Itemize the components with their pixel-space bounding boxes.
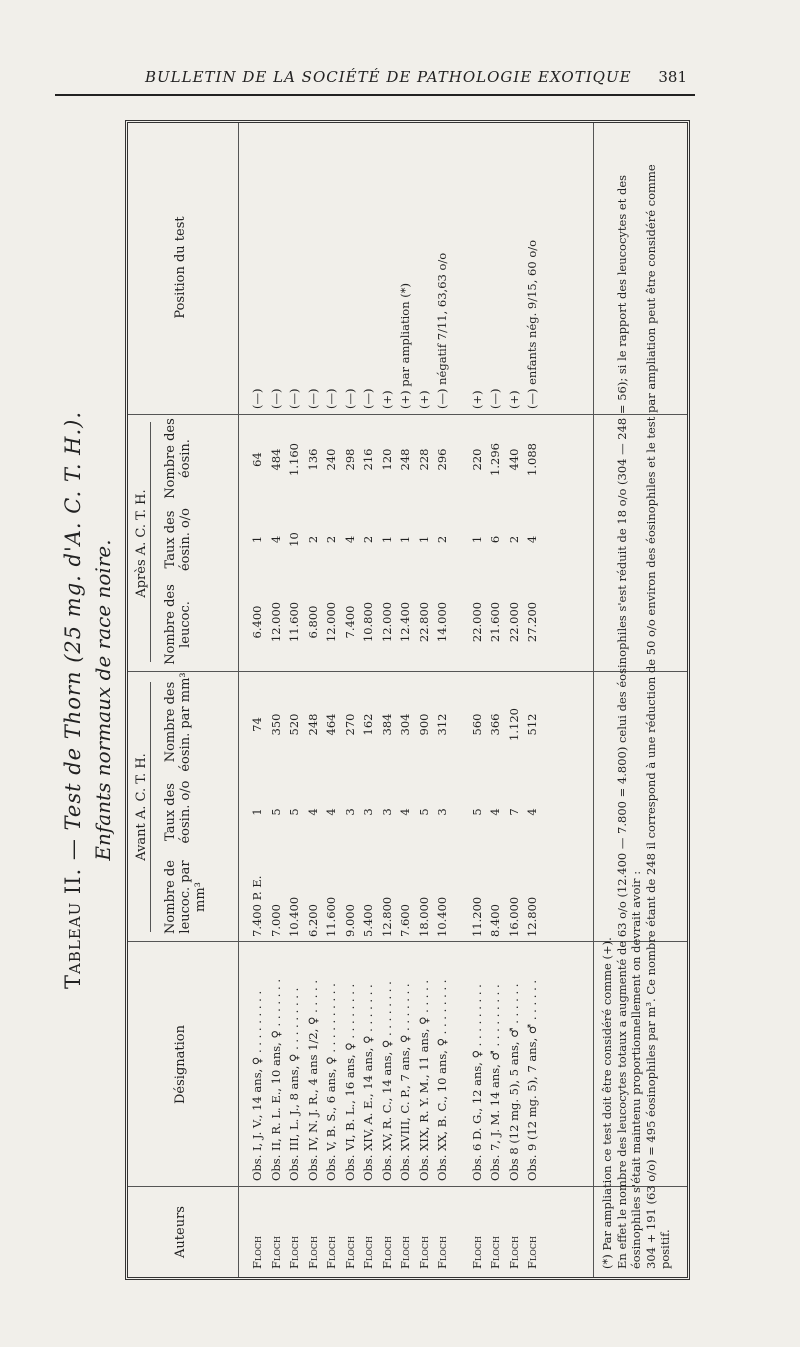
cell-leuc-av: 10.400 [435, 896, 449, 937]
cell-leuc-av: 8.400 [488, 904, 502, 937]
cell-taux-av: 1 [250, 808, 264, 816]
cell-designation: Obs. III, L. J., 8 ans, ♀ . . . . . . . . . [287, 987, 301, 1181]
cell-eos-ap: 1.088 [525, 443, 539, 476]
cell-eos-av: 512 [525, 713, 539, 736]
running-title: BULLETIN DE LA SOCIÉTÉ DE PATHOLOGIE EXOTIQUE [145, 68, 632, 86]
cell-leuc-ap: 22.000 [469, 601, 484, 643]
cell-taux-av: 5 [416, 808, 431, 816]
cell-taux-ap: 1 [379, 535, 394, 544]
cell-designation: Obs. II, R. L. E., 10 ans, ♀ . . . . . . . [268, 978, 283, 1181]
cell-leuc-av: 11.600 [324, 896, 338, 937]
cell-eos-ap: 484 [268, 448, 283, 471]
cell-taux-ap: 1 [469, 535, 484, 544]
cell-leuc-ap: 10.800 [361, 601, 375, 643]
cell-leuc-av: 7.600 [398, 904, 412, 937]
brace-apres [150, 422, 151, 662]
cell-designation: Obs. XIV, A. E., 14 ans, ♀ . . . . . . . [361, 984, 375, 1181]
cell-auteur: Floch [305, 1236, 320, 1269]
table-title: Tableau II. — Test de Thorn (25 mg. d'A. C. T. H.). [61, 410, 85, 990]
cell-position: (+) par ampliation (*) [398, 283, 412, 409]
cell-eos-av: 1.120 [506, 708, 521, 741]
brace-avant [150, 682, 151, 932]
cell-taux-av: 3 [361, 808, 375, 816]
cell-leuc-ap: 12.000 [379, 601, 394, 643]
cell-leuc-av: 7.400 P. E. [250, 875, 264, 937]
cell-taux-av: 5 [469, 808, 484, 816]
cell-eos-av: 248 [305, 713, 320, 736]
cell-taux-av: 4 [525, 808, 539, 816]
cell-taux-av: 4 [398, 808, 412, 816]
cell-eos-av: 366 [488, 713, 502, 736]
cell-taux-av: 5 [287, 808, 301, 816]
cell-taux-ap: 2 [324, 535, 338, 544]
cell-designation: Obs. I, J. V., 14 ans, ♀ . . . . . . . . . [250, 990, 264, 1181]
cell-designation: Obs. XV, R. C., 14 ans, ♀ . . . . . . . . [379, 981, 394, 1181]
cell-leuc-av: 5.400 [361, 904, 375, 937]
header-taux-apres: Taux des éosin. o/o [163, 507, 193, 572]
cell-taux-ap: 2 [361, 535, 375, 544]
cell-eos-ap: 1.160 [287, 443, 301, 476]
cell-eos-av: 162 [361, 713, 375, 736]
header-avant: Avant A. C. T. H. [134, 753, 149, 861]
cell-leuc-av: 9.000 [342, 904, 357, 937]
cell-taux-av: 3 [435, 808, 449, 816]
cell-eos-av: 312 [435, 713, 449, 736]
cell-position: (+) [416, 390, 431, 409]
cell-eos-ap: 240 [324, 448, 338, 471]
page-number: 381 [658, 68, 687, 86]
cell-eos-ap: 216 [361, 448, 375, 471]
cell-taux-ap: 4 [268, 535, 283, 544]
cell-taux-av: 4 [324, 808, 338, 816]
cell-leuc-av: 12.800 [379, 896, 394, 937]
cell-taux-ap: 2 [506, 535, 521, 544]
cell-taux-av: 3 [342, 808, 357, 816]
cell-taux-ap: 4 [525, 535, 539, 544]
cell-position: (—) [342, 388, 357, 409]
cell-auteur: Floch [324, 1236, 338, 1269]
cell-taux-av: 3 [379, 808, 394, 816]
cell-taux-ap: 10 [287, 532, 301, 547]
footnote-3: 304 + 191 (63 o/o) = 495 éosinophiles par m³. Ce nombre étant de 248 il correspond à une réduction de 50 o/o environ des éosinophiles et le test par ampliation peut être considéré comme positif. [644, 164, 672, 1269]
cell-auteur: Floch [525, 1236, 539, 1269]
cell-eos-av: 384 [379, 713, 394, 736]
cell-leuc-ap: 6.400 [250, 605, 264, 639]
header-taux-avant: Taux des éosin. o/o [163, 780, 193, 844]
cell-position: (—) [287, 388, 301, 409]
cell-taux-ap: 1 [416, 535, 431, 544]
cell-auteur: Floch [416, 1236, 431, 1269]
cell-position: (—) [324, 388, 338, 409]
cell-eos-av: 464 [324, 713, 338, 736]
cell-eos-av: 560 [469, 713, 484, 736]
header-rule [55, 94, 695, 96]
cell-leuc-ap: 7.400 [342, 605, 357, 639]
cell-eos-ap: 248 [398, 448, 412, 471]
cell-auteur: Floch [268, 1236, 283, 1269]
header-position: Position du test [173, 216, 188, 319]
cell-leuc-av: 10.400 [287, 896, 301, 937]
cell-position: (—) [250, 388, 264, 409]
cell-position: (+) [379, 390, 394, 409]
footnote-rule [593, 123, 594, 1277]
cell-designation: Obs. V, B. S., 6 ans, ♀ . . . . . . . . . . [324, 983, 338, 1181]
cell-eos-ap: 228 [416, 448, 431, 471]
footnote-2: En effet le nombre des leucocytes totaux a augmenté de 63 o/o (12.400 — 7.800 = 4.800) celui des éosinophiles s'est réduit de 18 o/o (304 — 248 = 56); si le rapport des leucocytes et des éosinophiles s'était maintenu proportionnellement on devrait avoir : [615, 174, 643, 1269]
cell-taux-ap: 4 [342, 535, 357, 544]
cell-eos-ap: 64 [250, 452, 264, 467]
header-auteurs: Auteurs [173, 1206, 188, 1258]
cell-position: (—) [361, 388, 375, 409]
cell-auteur: Floch [361, 1236, 375, 1269]
cell-leuc-av: 12.800 [525, 896, 539, 937]
cell-designation: Obs. 9 (12 mg. 5), 7 ans, ♂ . . . . . . [525, 979, 539, 1181]
header-eos-avant: Nombre des éosin. par mm³ [163, 672, 193, 772]
cell-leuc-ap: 11.600 [287, 601, 301, 643]
cell-leuc-ap: 12.400 [398, 601, 412, 643]
cell-auteur: Floch [287, 1236, 301, 1269]
cell-leuc-av: 16.000 [506, 896, 521, 937]
cell-taux-av: 4 [488, 808, 502, 816]
cell-position: (+) [469, 390, 484, 409]
table-subtitle: Enfants normaux de race noire. [91, 539, 115, 861]
cell-auteur: Floch [250, 1236, 264, 1269]
data-table [125, 120, 690, 1280]
cell-taux-ap: 1 [398, 535, 412, 544]
rotated-table-block [55, 110, 695, 1290]
cell-eos-av: 520 [287, 713, 301, 736]
cell-position: (—) [305, 388, 320, 409]
cell-leuc-av: 6.200 [305, 904, 320, 937]
header-leucoc-apres: Nombre des leucoc. [163, 584, 193, 665]
cell-designation: Obs. XX, B. C., 10 ans, ♀ . . . . . . . . [435, 979, 449, 1181]
cell-eos-ap: 1.296 [488, 443, 502, 476]
cell-taux-av: 5 [268, 808, 283, 816]
cell-eos-ap: 296 [435, 448, 449, 471]
header-eos-apres: Nombre des éosin. [163, 418, 193, 499]
cell-leuc-av: 11.200 [469, 896, 484, 937]
page-header [55, 60, 695, 100]
cell-eos-ap: 440 [506, 448, 521, 471]
cell-designation: Obs. XVIII, C. P., 7 ans, ♀ . . . . . . . [398, 983, 412, 1181]
cell-leuc-av: 7.000 [268, 904, 283, 937]
table-title-text: Test de Thorn (25 mg. d'A. C. T. H.). [61, 410, 85, 831]
cell-auteur: Floch [379, 1236, 394, 1269]
footnote-1: (*) Par ampliation ce test doit être considéré comme (+). [600, 937, 614, 1269]
cell-eos-av: 74 [250, 717, 264, 732]
cell-eos-av: 270 [342, 713, 357, 736]
cell-eos-av: 350 [268, 713, 283, 736]
header-apres: Après A. C. T. H. [134, 489, 149, 598]
cell-leuc-ap: 12.000 [324, 601, 338, 643]
cell-auteur: Floch [469, 1236, 484, 1269]
cell-designation: Obs. IV, N. J. R., 4 ans 1/2, ♀ . . . . . [305, 979, 320, 1181]
cell-eos-ap: 298 [342, 448, 357, 471]
cell-leuc-ap: 22.000 [506, 601, 521, 643]
cell-leuc-ap: 27.200 [525, 601, 539, 643]
cell-auteur: Floch [342, 1236, 357, 1269]
cell-designation: Obs. XIX, R. Y. M., 11 ans, ♀ . . . . . [416, 979, 431, 1181]
cell-eos-av: 900 [416, 713, 431, 736]
cell-auteur: Floch [435, 1236, 449, 1269]
cell-designation: Obs. 6 D. G., 12 ans, ♀ . . . . . . . . . [469, 984, 484, 1181]
table-label: Tableau II. [61, 867, 85, 990]
cell-leuc-ap: 22.800 [416, 601, 431, 643]
cell-position: (—) [268, 388, 283, 409]
cell-taux-ap: 2 [305, 535, 320, 544]
header-designation: Désignation [173, 1025, 188, 1104]
cell-auteur: Floch [398, 1236, 412, 1269]
cell-auteur: Floch [506, 1236, 521, 1269]
cell-designation: Obs. VI, B. L., 16 ans, ♀ . . . . . . . . [342, 983, 357, 1181]
cell-position: (—) [488, 388, 502, 409]
cell-leuc-av: 18.000 [416, 896, 431, 937]
header-rule [238, 123, 239, 1277]
cell-leuc-ap: 12.000 [268, 601, 283, 643]
cell-auteur: Floch [488, 1236, 502, 1269]
cell-taux-ap: 2 [435, 535, 449, 544]
cell-leuc-ap: 14.000 [435, 601, 449, 643]
cell-eos-av: 304 [398, 713, 412, 736]
cell-taux-ap: 1 [250, 535, 264, 544]
cell-leuc-ap: 6.800 [305, 605, 320, 639]
cell-designation: Obs 8 (12 mg. 5), 5 ans, ♂ . . . . . . [506, 983, 521, 1181]
cell-eos-ap: 220 [469, 448, 484, 471]
cell-leuc-ap: 21.600 [488, 601, 502, 643]
cell-eos-ap: 120 [379, 448, 394, 471]
cell-taux-av: 4 [305, 808, 320, 816]
cell-position: (+) [506, 390, 521, 409]
cell-taux-av: 7 [506, 808, 521, 816]
cell-eos-ap: 136 [305, 448, 320, 471]
cell-position: (—) négatif 7/11, 63,63 o/o [435, 252, 449, 409]
cell-designation: Obs. 7, J. M. 14 ans, ♂ . . . . . . . . . [488, 984, 502, 1181]
header-leucoc-avant: Nombre de leucoc. par mm³ [163, 860, 208, 934]
cell-position: (—) enfants nég. 9/15, 60 o/o [525, 239, 539, 409]
cell-taux-ap: 6 [488, 535, 502, 544]
